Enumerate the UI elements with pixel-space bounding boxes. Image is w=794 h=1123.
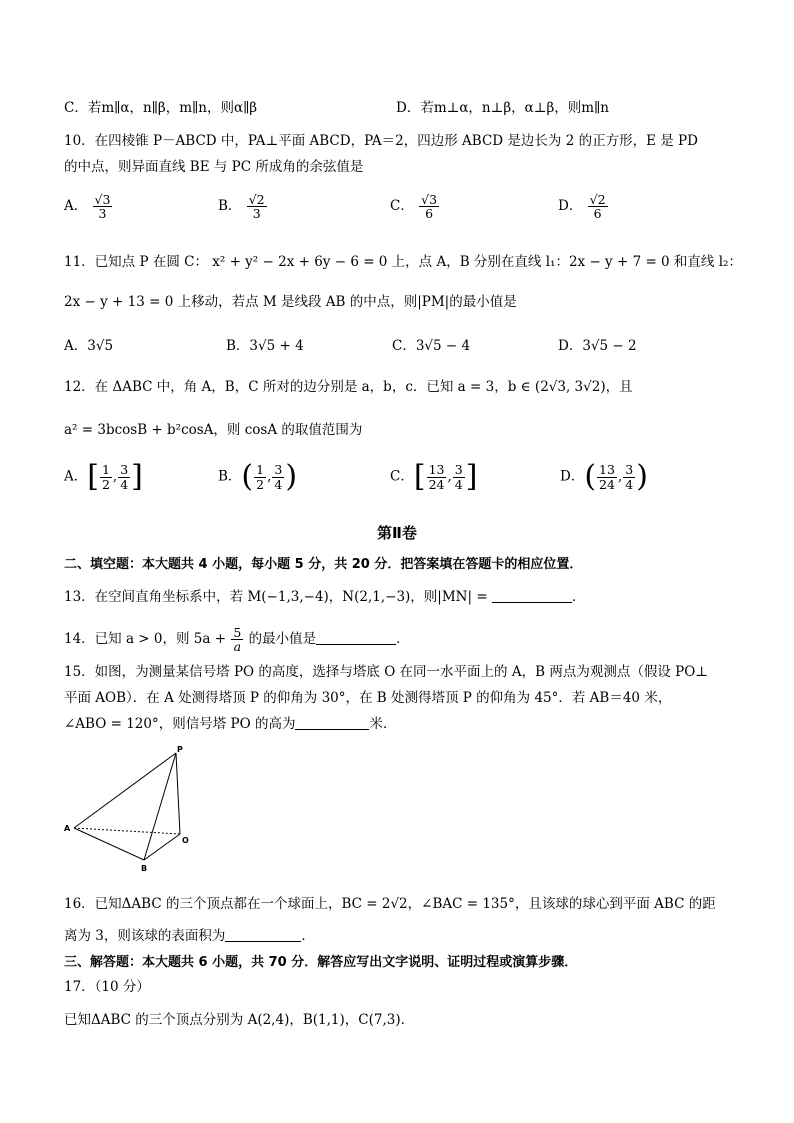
numerator: √2 xyxy=(248,192,265,207)
q10-option-c xyxy=(390,193,440,220)
q12-option-c: C．[ $\frac{13}{24}$ , $\frac{3}{4}$ ] xyxy=(390,459,478,494)
q12-option-a: A．[ $\frac{1}{2}$ , $\frac{3}{4}$ ] xyxy=(64,459,143,494)
numerator: 1 xyxy=(101,462,110,478)
option-label: B． xyxy=(218,468,242,485)
option-label: D． xyxy=(560,468,585,485)
q13-text: 13．在空间直角坐标系中，若 M(−1,3,−4)，N(2,1,−3)，则|MN| = xyxy=(64,589,492,605)
denominator: 24 xyxy=(428,476,445,492)
q12-option-d: D．( $\frac{13}{24}$ , $\frac{3}{4}$ ) xyxy=(560,459,648,494)
q9-option-d: D．若m⊥α，n⊥β，α⊥β，则m∥n xyxy=(396,100,609,116)
q11-option-c: C．3√5 − 4 xyxy=(392,338,471,354)
q10-option-a xyxy=(64,193,113,220)
option-label: D． xyxy=(558,198,583,215)
numerator: 3 xyxy=(274,462,283,478)
edge-ap xyxy=(74,753,176,828)
q11-stem-line1: 11．已知点 P 在圆 C： x² + y² − 2x + 6y − 6 = 0 上，点 A，B 分别在直线 l₁：2x − y + 7 = 0 和直线 l₂： xyxy=(64,254,742,270)
upper-bound xyxy=(623,463,635,490)
denominator: 3 xyxy=(98,206,107,222)
q11-stem-line2: 2x − y + 13 = 0 上移动，若点 M 是线段 AB 的中点，则|PM|的最小值是 xyxy=(64,294,517,310)
q11-option-d: D．3√5 − 2 xyxy=(558,338,637,354)
left-bracket: [ xyxy=(87,459,99,494)
q15-unit: 米． xyxy=(369,716,397,732)
q14-fraction xyxy=(231,626,243,653)
q16-answer-blank[interactable] xyxy=(225,927,301,942)
option-label: C． xyxy=(390,198,414,215)
label-p: P xyxy=(177,745,183,754)
numerator: 13 xyxy=(428,462,445,478)
option-fraction xyxy=(588,193,608,220)
numerator: 3 xyxy=(120,462,129,478)
q14-answer-blank[interactable] xyxy=(316,630,396,645)
q15-answer-blank[interactable] xyxy=(295,715,369,730)
section-solution-header: 三、解答题：本大题共 6 小题，共 70 分．解答应写出文字说明、证明过程或演算步骤． xyxy=(64,955,578,970)
numerator: √3 xyxy=(421,192,438,207)
lower-bound xyxy=(597,463,617,490)
right-bracket: ] xyxy=(465,459,478,494)
lower-bound xyxy=(427,463,447,490)
numerator: 3 xyxy=(625,462,634,478)
denominator: 6 xyxy=(593,206,602,222)
edge-bo xyxy=(144,834,180,860)
left-bracket: ( xyxy=(241,459,254,494)
q13-stem: 13．在空间直角坐标系中，若 M(−1,3,−4)，N(2,1,−3)，则|MN| = ． xyxy=(64,589,586,605)
denominator: 6 xyxy=(425,206,434,222)
q16-stem-line2: 离为 3，则该球的表面积为 ． xyxy=(64,928,315,944)
denominator: 4 xyxy=(274,476,283,492)
edge-ao-dashed xyxy=(74,828,180,834)
q10-option-d xyxy=(558,193,609,220)
denominator: 2 xyxy=(101,476,110,492)
label-b: B xyxy=(141,864,148,873)
denominator: 3 xyxy=(252,206,261,222)
edge-ab xyxy=(74,828,144,860)
q15-text: ∠ABO = 120°，则信号塔 PO 的高为 xyxy=(64,716,296,732)
q17-stem: 已知ΔABC 的三个顶点分别为 A(2,4)，B(1,1)，C(7,3)． xyxy=(64,1012,415,1028)
q15-stem-line3 xyxy=(64,714,396,734)
denominator: 24 xyxy=(599,476,615,492)
option-fraction xyxy=(419,193,439,220)
denominator: 4 xyxy=(625,476,634,492)
numerator: 3 xyxy=(454,462,463,478)
option-label: A． xyxy=(64,198,88,215)
q12-option-b: B．( $\frac{1}{2}$ , $\frac{3}{4}$ ) xyxy=(218,459,298,494)
q14-stem: 14．已知 a > 0，则 5a + $\frac{5}{a}$ 的最小值是 ． xyxy=(64,625,410,655)
label-o: O xyxy=(182,836,189,845)
q11-option-a: A．3√5 xyxy=(64,338,114,354)
q16-stem-line1: 16．已知ΔABC 的三个顶点都在一个球面上，BC = 2√2，∠BAC = 135°，且该球的球心到平面 ABC 的距 xyxy=(64,896,716,912)
numerator: 5 xyxy=(233,625,242,640)
right-bracket: ] xyxy=(131,459,143,494)
part-two-title: 第Ⅱ卷 xyxy=(377,524,417,542)
q14-text-post: 的最小值是 xyxy=(244,631,317,648)
label-a: A xyxy=(64,824,71,833)
tower-geometry-figure xyxy=(60,742,200,878)
q14-text-pre: 14．已知 a > 0，则 5a + xyxy=(64,631,231,648)
option-label: C． xyxy=(390,468,414,485)
edge-po xyxy=(176,753,180,834)
q12-stem-line1: 12．在 ΔABC 中，角 A，B，C 所对的边分别是 a，b，c．已知 a = 3，b ∈ (2√3, 3√2)，且 xyxy=(64,379,633,395)
lower-bound xyxy=(254,463,266,490)
q15-stem-line1: 15．如图，为测量某信号塔 PO 的高度，选择与塔底 O 在同一水平面上的 A，B 两点为观测点（假设 PO⊥ xyxy=(64,664,708,680)
numerator: 1 xyxy=(256,462,265,478)
denominator: 4 xyxy=(120,476,129,492)
q12-stem-line2: a² = 3bcosB + b²cosA，则 cosA 的取值范围为 xyxy=(64,422,363,438)
q11-option-b: B．3√5 + 4 xyxy=(226,338,304,354)
left-bracket: ( xyxy=(584,459,597,494)
upper-bound xyxy=(453,463,465,490)
right-bracket: ) xyxy=(285,459,298,494)
q13-answer-blank[interactable] xyxy=(492,588,572,603)
upper-bound xyxy=(272,463,284,490)
q10-stem-line2: 的中点，则异面直线 BE 与 PC 所成角的余弦值是 xyxy=(64,159,364,175)
q10-stem-line1: 10．在四棱锥 P－ABCD 中，PA⊥平面 ABCD，PA＝2，四边形 ABCD 是边长为 2 的正方形，E 是 PD xyxy=(64,133,698,149)
option-fraction xyxy=(247,193,267,220)
q17-heading: 17．（10 分） xyxy=(64,979,150,995)
section-fill-in-header: 二、填空题：本大题共 4 小题，每小题 5 分，共 20 分．把答案填在答题卡的相应位置． xyxy=(64,557,583,572)
q10-option-b xyxy=(218,193,268,220)
option-fraction xyxy=(93,193,113,220)
numerator: 13 xyxy=(599,462,615,478)
denominator: 4 xyxy=(454,476,463,492)
option-label: B． xyxy=(218,198,242,215)
option-label: A． xyxy=(64,468,88,485)
q9-option-c: C．若m∥α，n∥β，m∥n，则α∥β xyxy=(64,100,258,116)
q16-text: 离为 3，则该球的表面积为 xyxy=(64,928,226,944)
q15-stem-line2: 平面 AOB）．在 A 处测得塔顶 P 的仰角为 30°，在 B 处测得塔顶 P 的仰角为 45°．若 AB＝40 米， xyxy=(64,690,672,706)
upper-bound xyxy=(118,463,130,490)
left-bracket: [ xyxy=(413,459,426,494)
denominator: 2 xyxy=(256,476,265,492)
denominator: a xyxy=(233,639,242,655)
numerator: √3 xyxy=(94,192,111,207)
edge-bp xyxy=(144,753,176,860)
right-bracket: ) xyxy=(636,459,648,494)
numerator: √2 xyxy=(589,192,606,207)
lower-bound xyxy=(100,463,112,490)
